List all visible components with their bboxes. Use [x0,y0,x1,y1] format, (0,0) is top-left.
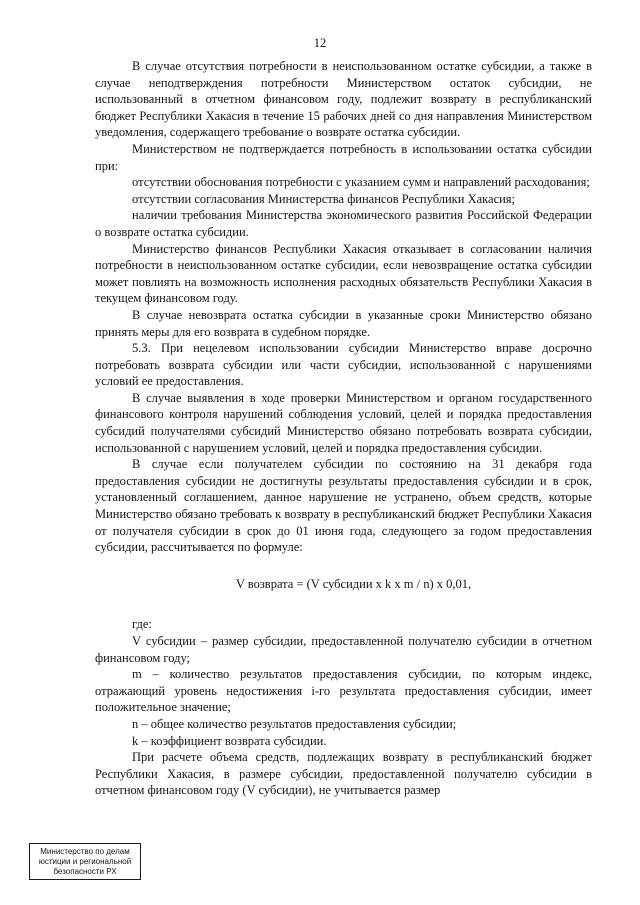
stamp-line: Министерство по делам [40,847,130,856]
paragraph-finance-ministry-refusal: Министерство финансов Республики Хакасия отказывает в согласовании наличия потребности в неиспользованном остатке субсидии, если невозвращение остатка субсидии может повлиять на возможность исполнения расходных обязательств Республики Хакасия в текущем финансовом году. [95,241,592,306]
stamp-line: юстиции и региональной [38,857,132,866]
page-number: 12 [313,36,327,50]
paragraph-unused-remainder-return: В случае отсутствия потребности в неиспользованном остатке субсидии, а также в случае неподтверждения потребности Министерством остаток субсидии, не использованный в отчетном финансовом году, подлежит возврату в республиканский бюджет Республики Хакасия в течение 15 рабочих дней со дня направления Министерством уведомления, содержащего требование о возврате остатка субсидии. [95,59,592,140]
paragraph-where: где: [132,617,152,632]
paragraph-need-not-confirmed: Министерством не подтверждается потребность в использовании остатка субсидии при: [95,141,592,173]
ministry-stamp [29,843,141,880]
return-formula: V возврата = (V субсидии x k x m / n) x 0,01, [235,576,472,591]
definition-k: k – коэффициент возврата субсидии. [132,733,327,748]
paragraph-section-5-3: 5.3. При нецелевом использовании субсидии Министерство вправе досрочно потребовать возврата субсидии или части субсидии, использованной с нарушениями условий ее предоставления. [95,341,592,389]
definition-n: n – общее количество результатов предоставления субсидии; [132,716,457,731]
definition-v-subsidy: V субсидии – размер субсидии, предоставленной получателю субсидии в отчетном финансовом году; [95,634,592,665]
paragraph-court-return: В случае невозврата остатка субсидии в указанные сроки Министерство обязано принять меры для его возврата в судебном порядке. [95,307,592,339]
document-body [95,58,592,799]
paragraph-ministry-requirement: наличии требования Министерства экономического развития Российской Федерации о возврате остатка субсидии. [95,208,592,239]
definition-m: m – количество результатов предоставления субсидии, по которым индекс, отражающий уровень недостижения i-го результата предоставления субсидии, имеет положительное значение; [95,667,592,715]
paragraph-no-justification: отсутствии обоснования потребности с указанием сумм и направлений расходования; [132,175,590,190]
paragraph-no-approval: отсутствии согласования Министерства финансов Республики Хакасия; [132,191,516,206]
paragraph-calculation-note: При расчете объема средств, подлежащих возврату в республиканский бюджет Республики Хакасия, в размере субсидии, предоставленной получателю субсидии в отчетном финансовом году (V субсидии), не учитывается размер [95,750,592,798]
paragraph-results-not-achieved: В случае если получателем субсидии по состоянию на 31 декабря года предоставления субсидии не достигнуты результаты предоставления субсидии и в срок, установленный соглашением, данное нарушение не устранено, объем средств, которые Министерство обязано требовать к возврату в республиканский бюджет Республики Хакасия от получателя субсидии в срок до 01 июня года, следующего за годом предоставления субсидии, рассчитывается по формуле: [95,457,592,555]
stamp-line: безопасности РХ [53,867,117,876]
paragraph-audit-violations: В случае выявления в ходе проверки Министерством и органом государственного финансового контроля нарушений соблюдения условий, целей и порядка предоставления субсидий получателями субсидий Министерство обязано потребовать возврата субсидии, использованной с нарушением условий, целей и порядка предоставления субсидии. [95,390,592,455]
